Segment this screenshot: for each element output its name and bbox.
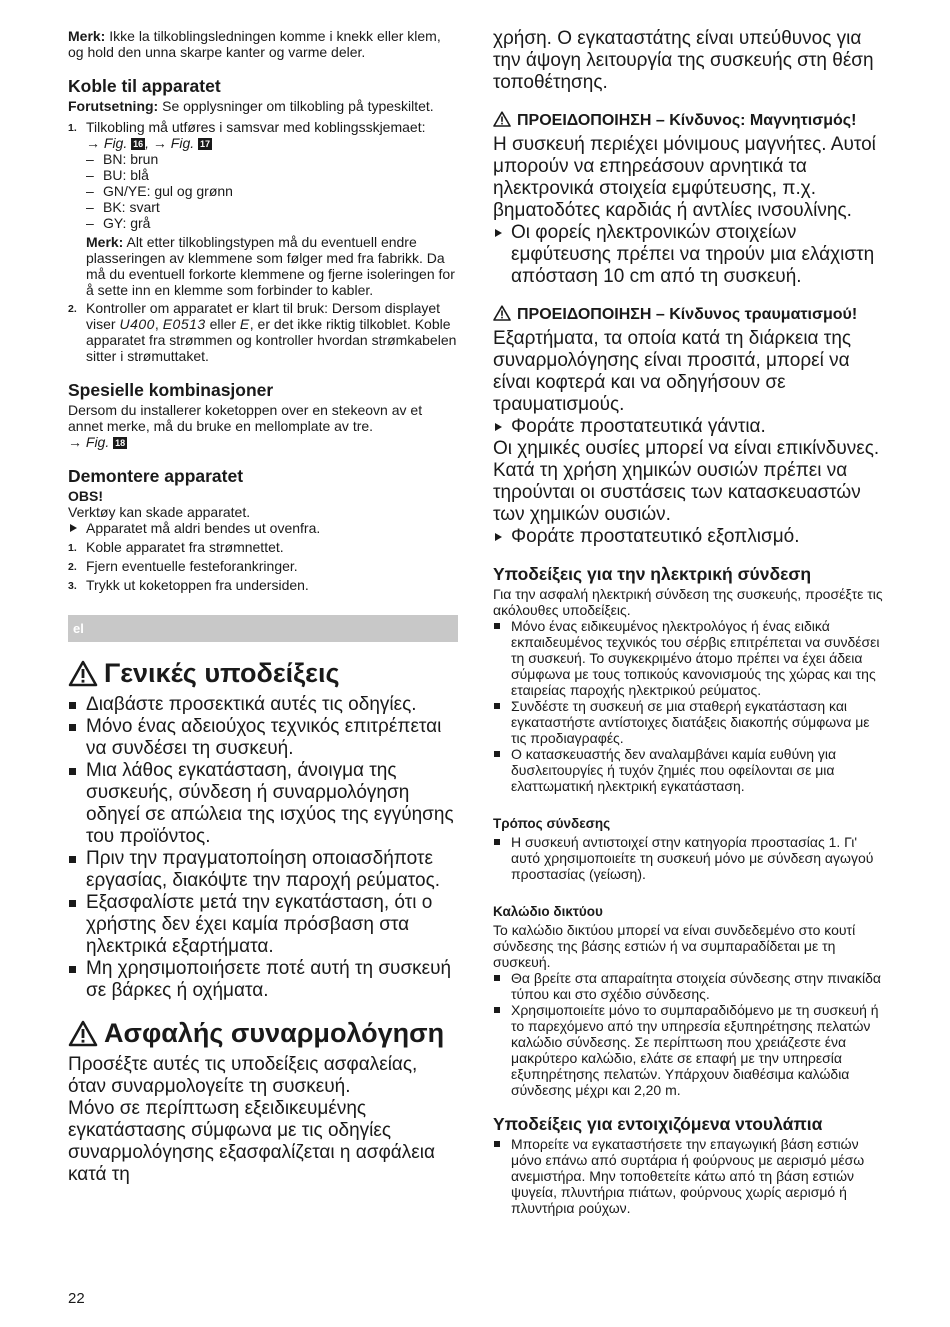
heading-text: ΠΡΟΕΙΔΟΠΟΙΗΣΗ – Κίνδυνος τραυματισμού! xyxy=(517,306,858,323)
heading-safe-assembly xyxy=(68,1016,458,1050)
step-text: Trykk ut koketoppen fra undersiden. xyxy=(86,577,309,593)
general-item: Μη χρησιμοποιήσετε ποτέ αυτή τη συσκευή σε βάρκες ή οχήματα. xyxy=(68,958,458,1002)
built-in-cabinets-item: Μπορείτε να εγκαταστήσετε την επαγωγική βάση εστιών μόνο επάνω από συρτάρια ή φούρνους με αερισμό μέσω ανεμιστήρα. Μην τοποθετείτε κάτω από τη βάση εστιών ψυγεία, πλυντήρια πιάτων, φούρνους χωρίς αερισμό ή πλυντήρια ρούχων. xyxy=(493,1136,885,1216)
forutsetning-label: Forutsetning: xyxy=(68,98,159,114)
electrical-list xyxy=(493,618,885,794)
heading-built-in-cabinets: Υποδείξεις για εντοιχιζόμενα ντουλάπια xyxy=(493,1114,823,1134)
fig-ref-text: → Fig. xyxy=(68,434,110,450)
instruction-arrow: Φοράτε προστατευτικά γάντια. xyxy=(493,416,885,438)
heading-text: Γενικές υποδείξεις xyxy=(104,658,340,688)
heading-text: ΠΡΟΕΙΔΟΠΟΙΗΣΗ – Κίνδυνος: Μαγνητισμός! xyxy=(517,112,857,129)
merk-text: Ikke la tilkoblingsledningen komme i knekk eller klem, og hold den unna skarpe kanter og varme deler. xyxy=(68,28,441,60)
step-text: Kontroller om apparatet er klart til bruk: Dersom displayet viser xyxy=(86,300,441,332)
heading-demontere: Demontere apparatet xyxy=(68,466,244,486)
electrical-item: Ο κατασκευαστής δεν αναλαμβάνει καμία ευθύνη για δυσλειτουργίες ή τυχόν ζημιές που οφείλονται σε μια ελαττωματική ηλεκτρική εγκατάσταση. xyxy=(493,746,885,794)
step-text: Koble apparatet fra strømnettet. xyxy=(86,539,284,555)
merk-note xyxy=(68,28,458,60)
step-text: , er det ikke riktig tilkoblet. Koble apparatet fra strømmen og kontroller hvordan strømkabelen sitter i strømuttaket. xyxy=(86,316,457,364)
step-text: , xyxy=(154,316,163,332)
koble-step-2 xyxy=(68,300,458,364)
step-number: 2. xyxy=(68,561,77,573)
continued-text: χρήση. Ο εγκαταστάτης είναι υπεύθυνος για την άψογη λειτουργία της συσκευής στη θέση τοποθέτησης. xyxy=(493,28,874,93)
general-item: Εξασφαλίστε μετά την εγκατάσταση, ότι ο χρήστης δεν έχει καμία πρόσβαση στα ηλεκτρικά εξαρτήματα. xyxy=(68,892,458,958)
display-code: U400 xyxy=(119,316,155,332)
heading-connection-type: Τρόπος σύνδεσης xyxy=(493,816,611,831)
mains-cable-intro: Το καλώδιο δικτύου μπορεί να είναι συνδεδεμένο στο κουτί σύνδεσης της βάσης εστιών ή να συμπαραδίδεται με τη συσκευή. xyxy=(493,922,856,970)
koble-step-1 xyxy=(68,119,458,298)
warning-text: Η συσκευή περιέχει μόνιμους μαγνήτες. Αυτοί μπορούν να επηρεάσουν αρνητικά τα ηλεκτρονικά στοιχεία εμφύτευσης, π.χ. βηματοδότες καρδιάς ή αντλίες ινσουλίνης. xyxy=(493,134,876,221)
instruction-arrow: Οι φορείς ηλεκτρονικών στοιχείων εμφύτευσης πρέπει να τηρούν μια ελάχιστη απόσταση 10 cm από τη συσκευή. xyxy=(493,222,885,288)
wire-item: – BU: blå xyxy=(86,167,458,183)
built-in-cabinets-list xyxy=(493,1136,885,1216)
step-text: Fjern eventuelle festeforankringer. xyxy=(86,558,298,574)
warning-triangle-icon xyxy=(68,1020,98,1047)
fig-ref-text: , → Fig. xyxy=(145,135,195,151)
mains-cable-item: Χρησιμοποιείτε μόνο το συμπαραδιδόμενο με τη συσκευή ή το παρεχόμενο από την υπηρεσία εξυπηρέτησης πελατών καλώδιο σύνδεσης. Σε περίπτωση που χρειάζεστε ένα μακρύτερο καλώδιο, ελάτε σε επαφή με την υπηρεσία εξυπηρέτησης πελατών. Υπάρχουν διαθέσιμα καλώδια σύνδεσης μέχρι και 2,20 m. xyxy=(493,1002,885,1098)
spesielle-text: Dersom du installerer koketoppen over en stekeovn av et annet merke, må du bruke en mellomplate av tre. xyxy=(68,402,423,434)
figure-reference xyxy=(86,135,212,151)
step-number: 1. xyxy=(68,542,77,554)
step-text: eller xyxy=(205,316,240,332)
forutsetning xyxy=(68,98,458,114)
fig-ref-text: → Fig. xyxy=(86,135,128,151)
step-number: 2. xyxy=(68,303,77,315)
merk-text: Alt etter tilkoblingstypen må du eventuell endre plasseringen av klemmene som følger med fra fabrikk. Da må du eventuell forkorte klemmene og fjerne isoleringen for å sette inn en klemme som forbinder to kabler. xyxy=(86,234,455,298)
heading-mains-cable: Καλώδιο δικτύου xyxy=(493,904,603,919)
heading-electrical: Υποδείξεις για την ηλεκτρική σύνδεση xyxy=(493,564,812,584)
heading-koble: Koble til apparatet xyxy=(68,76,221,96)
connection-type-list xyxy=(493,834,885,882)
electrical-intro: Για την ασφαλή ηλεκτρική σύνδεση της συσκευής, προσέξτε τις ακόλουθες υποδείξεις. xyxy=(493,586,883,618)
demontere-steps xyxy=(68,539,458,593)
page-number: 22 xyxy=(68,1290,85,1307)
obs-label: OBS! xyxy=(68,488,103,504)
merk-terminal-note xyxy=(86,234,458,298)
figure-number-badge: 16 xyxy=(133,139,144,149)
language-section-bar: el xyxy=(68,615,458,642)
mains-cable-list xyxy=(493,970,885,1098)
electrical-item: Μόνο ένας ειδικευμένος ηλεκτρολόγος ή ένας ειδικά εκπαιδευμένος τεχνικός του σέρβις επιτρέπεται να συνδέσει τη συσκευή. Το συγκεκριμένο άτομο πρέπει να έχει άδεια σύμφωνα με τους τοπικούς κανονισμούς της χώρας και της εταιρείας παροχής ηλεκτρικού ρεύματος. xyxy=(493,618,885,698)
display-code: E xyxy=(239,316,250,332)
warning-heading-magnetism xyxy=(493,110,885,132)
step-number: 1. xyxy=(68,122,77,134)
figure-number-badge: 17 xyxy=(200,139,211,149)
general-list xyxy=(68,694,458,1002)
display-code: E0513 xyxy=(162,316,206,332)
obs-text: Verktøy kan skade apparatet. xyxy=(68,504,251,520)
step-number: 3. xyxy=(68,580,77,592)
heading-text: Ασφαλής συναρμολόγηση xyxy=(104,1018,445,1048)
right-column xyxy=(493,28,885,1216)
wire-color-list xyxy=(86,151,458,231)
wire-item: – BN: brun xyxy=(86,151,458,167)
demontere-step xyxy=(68,539,458,555)
warning-triangle-icon xyxy=(68,660,98,687)
koble-steps xyxy=(68,119,458,364)
safe-text: Προσέξτε αυτές τις υποδείξεις ασφαλείας, όταν συναρμολογείτε τη συσκευή. xyxy=(68,1054,418,1097)
demontere-step xyxy=(68,577,458,593)
general-item: Διαβάστε προσεκτικά αυτές τις οδηγίες. xyxy=(68,694,458,716)
warning-triangle-icon xyxy=(493,111,511,127)
merk-label: Merk: xyxy=(68,28,106,44)
warning-triangle-icon xyxy=(493,305,511,321)
step-text: Tilkobling må utføres i samsvar med koblingsskjemaet: xyxy=(86,119,426,135)
safe-text: Μόνο σε περίπτωση εξειδικευμένης εγκατάστασης σύμφωνα με τις οδηγίες συναρμολόγησης εξασφαλίζεται η ασφάλεια κατά τη xyxy=(68,1098,435,1185)
wire-item: – BK: svart xyxy=(86,199,458,215)
warning-text: Εξαρτήματα, τα οποία κατά τη διάρκεια της συναρμολόγησης είναι προσιτά, μπορεί να είναι κοφτερά και να οδηγήσουν σε τραυματισμούς. xyxy=(493,328,852,415)
mains-cable-item: Θα βρείτε στα απαραίτητα στοιχεία σύνδεσης στην πινακίδα τύπου και στο σχέδιο σύνδεσης. xyxy=(493,970,885,1002)
forutsetning-text: Se opplysninger om tilkobling på typeskiltet. xyxy=(158,98,434,114)
general-item: Μια λάθος εγκατάσταση, άνοιγμα της συσκευής, σύνδεση ή συναρμολόγηση οδηγεί σε απώλεια της ισχύος της εγγύησης του προϊόντος. xyxy=(68,760,458,848)
wire-item: – GY: grå xyxy=(86,215,458,231)
figure-reference xyxy=(68,434,458,450)
instruction-arrow: Apparatet må aldri bendes ut ovenfra. xyxy=(68,520,458,536)
heading-spesielle: Spesielle kombinasjoner xyxy=(68,380,274,400)
demontere-step xyxy=(68,558,458,574)
warning-heading-injury xyxy=(493,304,885,326)
figure-number-badge: 18 xyxy=(115,438,126,448)
general-item: Μόνο ένας αδειούχος τεχνικός επιτρέπεται να συνδέσει τη συσκευή. xyxy=(68,716,458,760)
connection-type-item: Η συσκευή αντιστοιχεί στην κατηγορία προστασίας 1. Γι' αυτό χρησιμοποιείτε τη συσκευή μόνο με σύνδεση αγωγού προστασίας (γείωση). xyxy=(493,834,885,882)
wire-item: – GN/YE: gul og grønn xyxy=(86,183,458,199)
warning-text: Οι χημικές ουσίες μπορεί να είναι επικίνδυνες. Κατά τη χρήση χημικών ουσιών πρέπει να τηρούνται οι συστάσεις των κατασκευαστών των χημικών ουσιών. xyxy=(493,438,880,525)
general-item: Πριν την πραγματοποίηση οποιασδήποτε εργασίας, διακόψτε την παροχή ρεύματος. xyxy=(68,848,458,892)
instruction-arrow: Φοράτε προστατευτικό εξοπλισμό. xyxy=(493,526,885,548)
heading-general xyxy=(68,656,458,690)
merk-label: Merk: xyxy=(86,234,124,250)
electrical-item: Συνδέστε τη συσκευή σε μια σταθερή εγκατάσταση και εγκαταστήστε αντίστοιχες διατάξεις διακοπής σύμφωνα με τις προδιαγραφές. xyxy=(493,698,885,746)
left-column xyxy=(68,28,458,1186)
